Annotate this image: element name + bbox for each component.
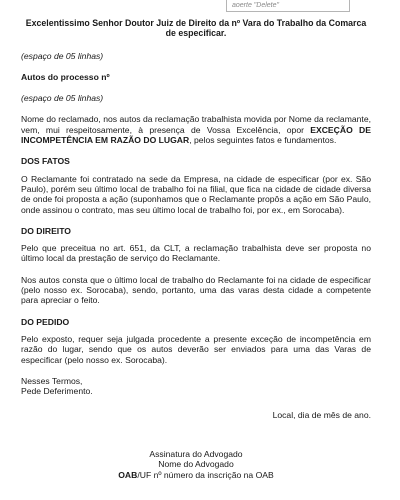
oab-registration bbox=[21, 470, 371, 481]
closing-line-1: Nesses Termos, bbox=[21, 375, 83, 386]
process-number-label: Autos do processo nº bbox=[21, 71, 110, 82]
intro-text-end: , pelos seguintes fatos e fundamentos. bbox=[189, 135, 337, 146]
lawyer-name: Nome do Advogado bbox=[158, 459, 234, 470]
law-paragraph-1: Pelo que preceitua no art. 651, da CLT, a reclamação trabalhista deve ser proposta no último local da prestação de serviço do Reclamante. bbox=[21, 243, 371, 264]
signature-line: Assinatura do Advogado bbox=[149, 448, 243, 459]
signature-block bbox=[21, 449, 371, 481]
spacing-note: (espaço de 05 linhas) bbox=[21, 50, 104, 61]
intro-exception-title: EXCEÇÃO DE INCOMPETÊNCIA EM RAZÃO DO LUGAR bbox=[21, 124, 371, 146]
court-heading: Excelentissimo Senhor Doutor Juiz de Direito da nº Vara do Trabalho da Comarca de especificar. bbox=[25, 18, 367, 39]
delete-stamp: aoerte "Delete" bbox=[226, 0, 350, 12]
request-title: DO PEDIDO bbox=[21, 316, 70, 327]
oab-number-text: /UF nº número da inscrição na OAB bbox=[137, 469, 274, 480]
place-date-line: Local, dia de mês de ano. bbox=[272, 410, 371, 421]
closing-block bbox=[21, 376, 371, 397]
law-paragraph-2: Nos autos consta que o último local de trabalho do Reclamante foi na cidade de especificar (pelo nosso ex. Sorocaba), sendo, portanto, uma das varas desta cidade a competente para apreciar o feito. bbox=[21, 274, 371, 306]
spacing-note: (espaço de 05 linhas) bbox=[21, 93, 104, 104]
facts-paragraph: O Reclamante foi contratado na sede da Empresa, na cidade de especificar (por ex. São Paulo), porém seu último local de trabalho foi na filial, que fica na cidade de cidade diversa de onde foi proposta a ação (suponhamos que o Reclamante propôs a ação em São Paulo, onde assinou o contrato, mas seu último local de trabalho foi, por ex., em Sorocaba). bbox=[21, 173, 371, 215]
request-paragraph: Pelo exposto, requer seja julgada procedente a presente exceção de incompetência em razão do lugar, sendo que os autos deverão ser enviados para uma das Varas de especificar (pelo nosso ex. Sorocaba). bbox=[21, 333, 371, 365]
law-title: DO DIREITO bbox=[21, 225, 71, 236]
intro-paragraph bbox=[21, 114, 371, 145]
closing-line-2: Pede Deferimento. bbox=[21, 386, 93, 397]
intro-text-start: Nome do reclamado, nos autos da reclamação trabalhista movida por Nome da reclamante, vem, mui respeitosamente, à presença de Vossa Excelência, opor bbox=[21, 114, 371, 135]
facts-title: DOS FATOS bbox=[21, 156, 70, 167]
petition-document bbox=[21, 18, 371, 481]
oab-abbr: OAB bbox=[118, 469, 138, 480]
